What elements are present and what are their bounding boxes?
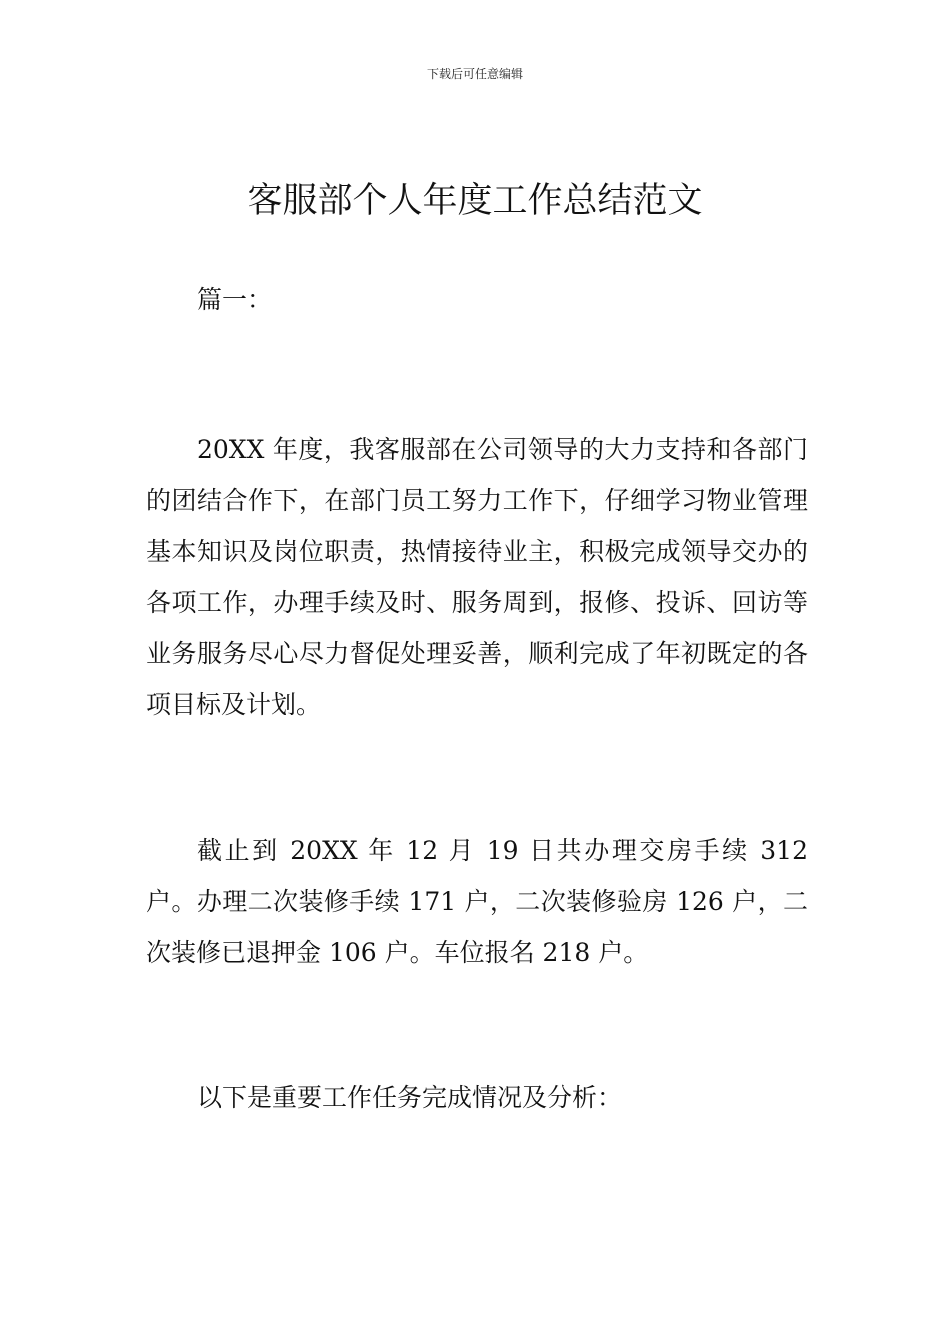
section-label: 篇一： bbox=[197, 285, 273, 314]
paragraph-statistics: 截止到 20XX 年 12 月 19 日共办理交房手续 312 户。办理二次装修手续 171 户，二次装修验房 126 户，二次装修已退押金 106 户。车位报名 218 户。 bbox=[146, 836, 808, 967]
document-title: 客服部个人年度工作总结范文 bbox=[247, 181, 703, 221]
paragraph-annual-summary: 20XX 年度，我客服部在公司领导的大力支持和各部门的团结合作下，在部门员工努力工作下，仔细学习物业管理基本知识及岗位职责，热情接待业主，积极完成领导交办的各项工作，办理手续及时、服务周到，报修、投诉、回访等业务服务尽心尽力督促处理妥善，顺利完成了年初既定的各项目标及计划。 bbox=[146, 435, 808, 719]
header-note: 下载后可任意编辑 bbox=[426, 67, 523, 81]
paragraph-analysis-intro: 以下是重要工作任务完成情况及分析： bbox=[197, 1083, 623, 1112]
